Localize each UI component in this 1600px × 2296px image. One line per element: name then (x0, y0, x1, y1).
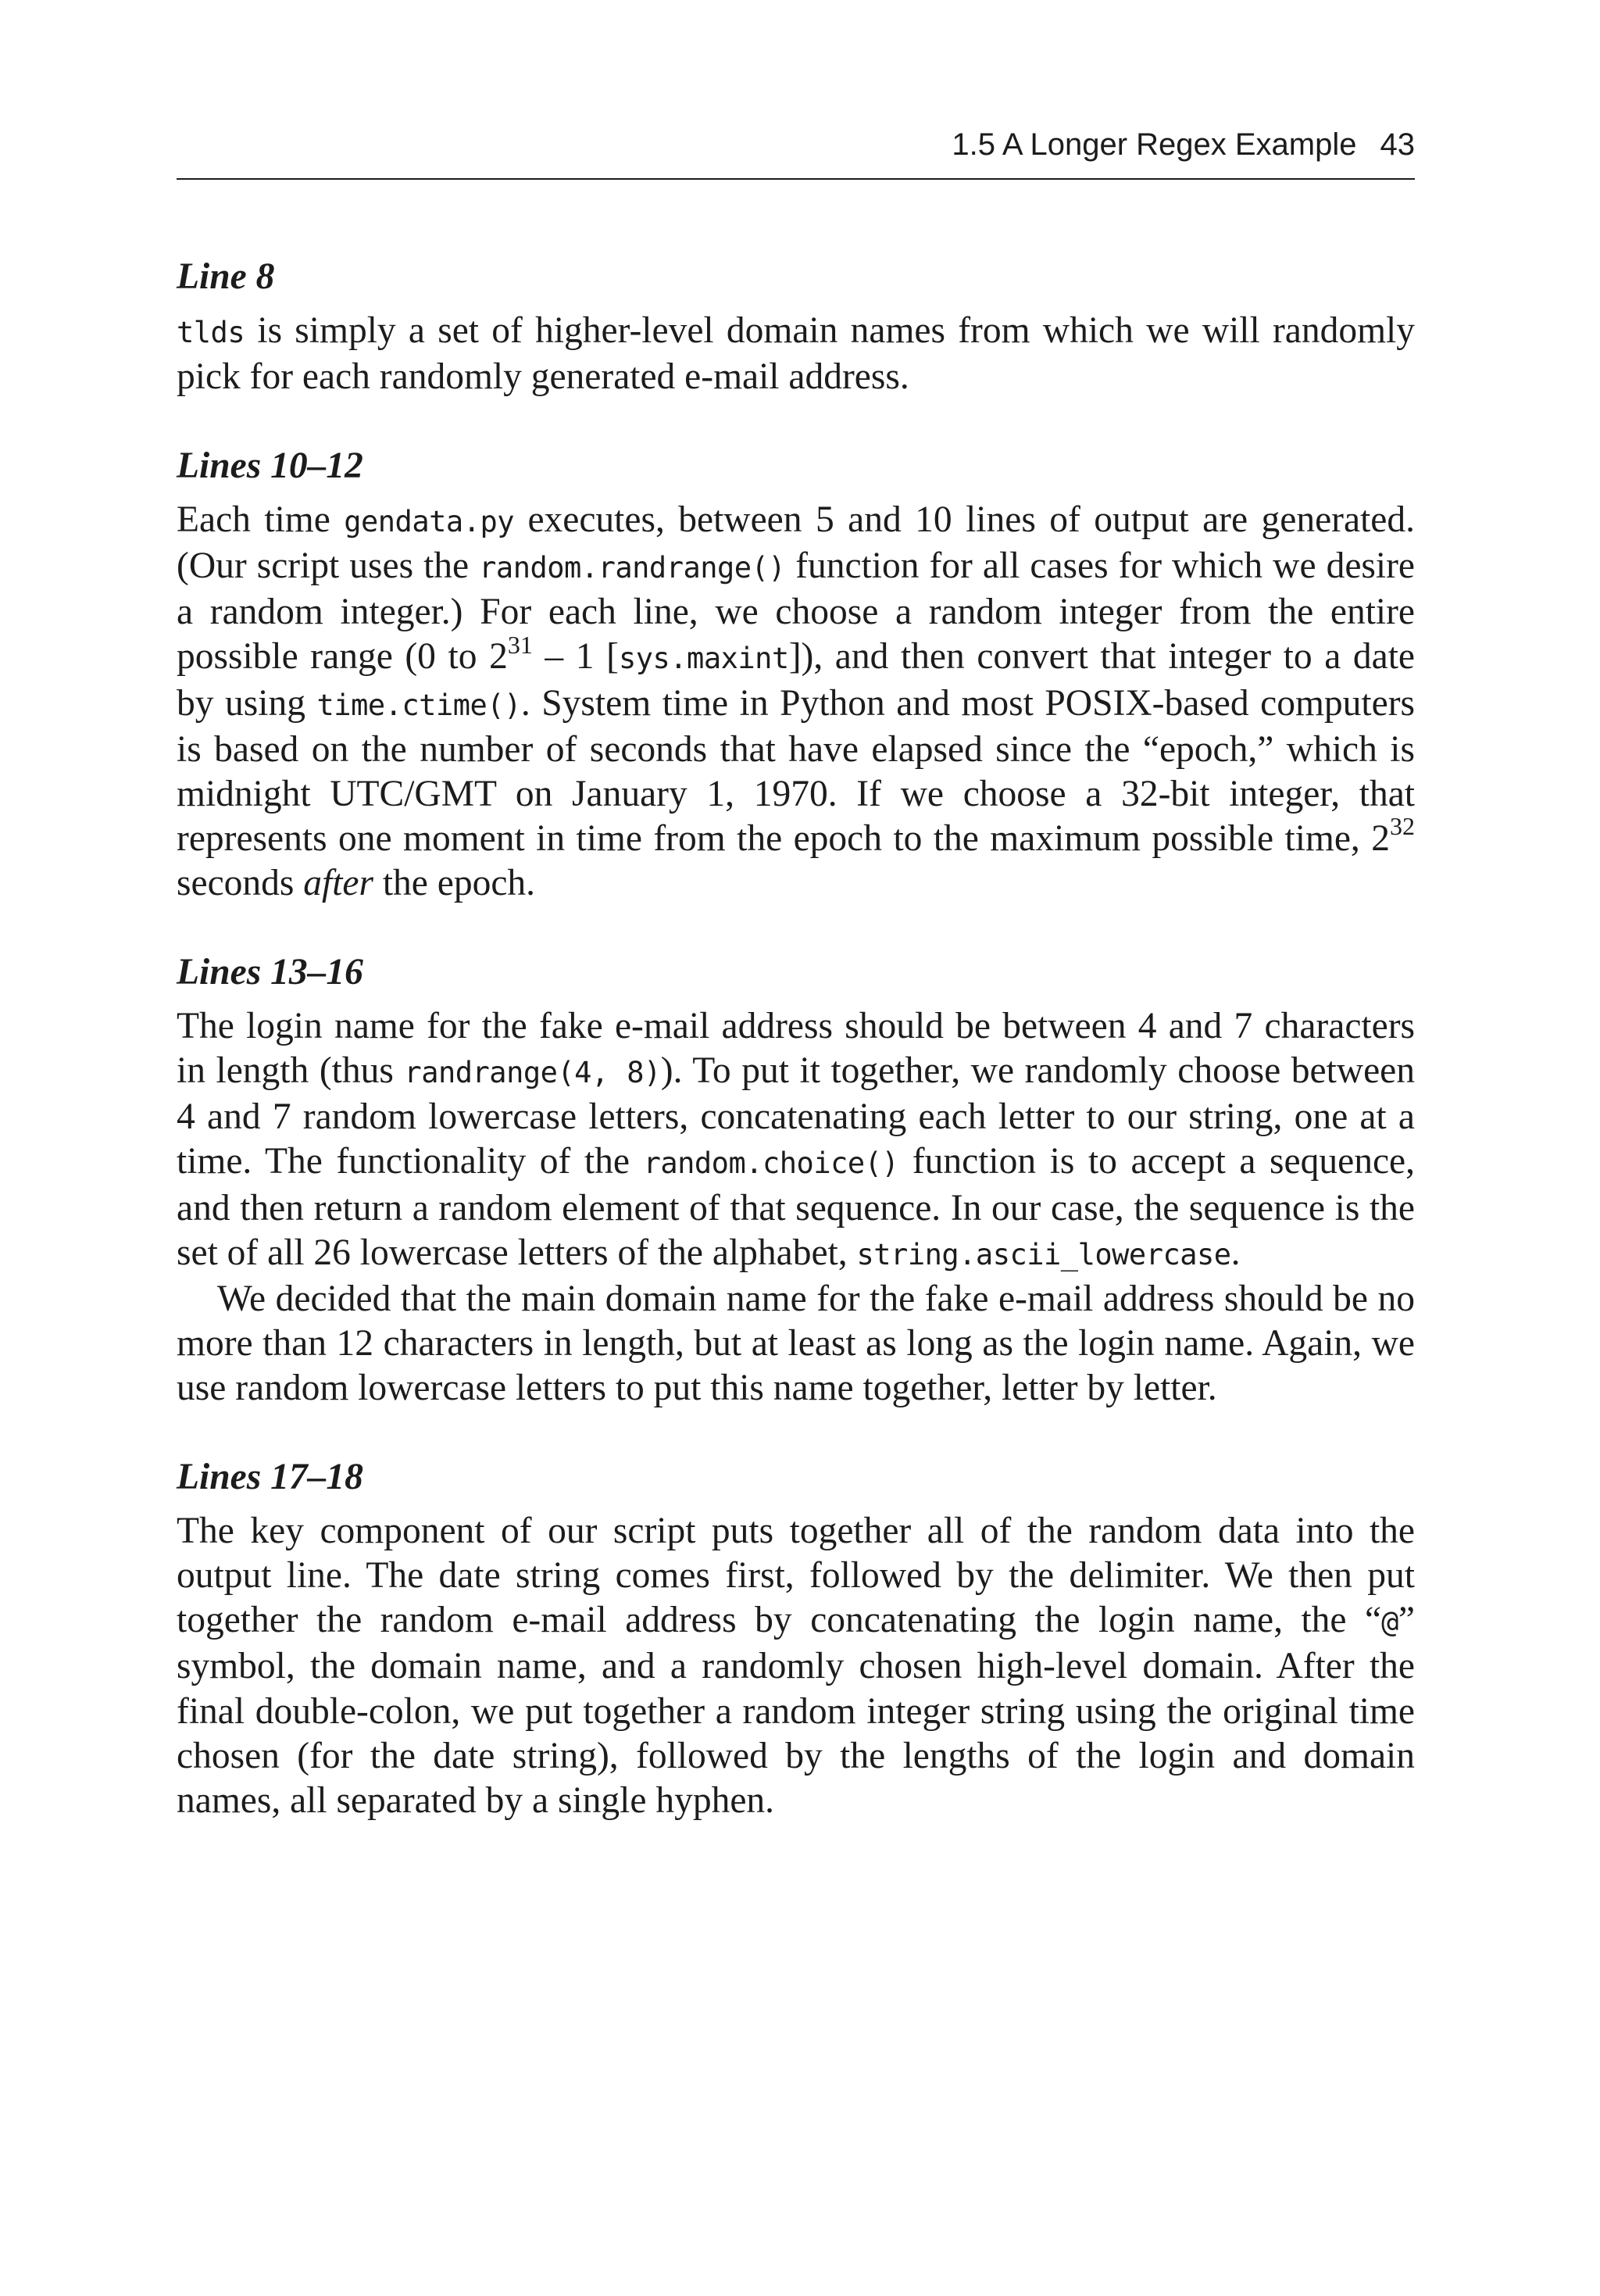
inline-code: time.ctime() (316, 688, 521, 722)
section-heading: Lines 10–12 (177, 445, 363, 486)
inline-code: gendata.py (344, 504, 514, 538)
superscript: 31 (507, 630, 533, 659)
body-text (177, 255, 1415, 1823)
inline-code: random.randrange() (479, 551, 786, 585)
section-title: 1.5 A Longer Regex Example (952, 127, 1357, 162)
inline-code: randrange(4, 8) (404, 1056, 661, 1090)
running-header (177, 117, 1415, 180)
superscript: 32 (1390, 812, 1415, 841)
section-heading: Lines 13–16 (177, 951, 363, 992)
section-line-8 (177, 255, 1415, 400)
inline-code: random.choice() (643, 1146, 899, 1181)
inline-code: @ (1381, 1605, 1398, 1640)
paragraph: The login name for the fake e-mail address should be between 4 and 7 characters in length (thus randrange(4, 8)). To put it together, we randomly choose between 4 and 7 random lowercase letters, concatenating each letter to our string, one at a time. The functionality of the random.choice() function is to accept a sequence, and then return a random element of that sequence. In our case, the sequence is the set of all 26 lowercase letters of the alphabet, string.ascii_lowercase. (177, 1005, 1415, 1273)
page-number: 43 (1380, 127, 1415, 162)
section-lines-13-16 (177, 950, 1415, 1411)
inline-code: tlds (177, 316, 245, 350)
inline-code: string.ascii_lowercase (856, 1237, 1231, 1271)
paragraph: We decided that the main domain name for the fake e-mail address should be no more than 12 characters in length, but at least as long as the login name. Again, we use random lowercase letters to put this name together, letter by letter. (177, 1279, 1415, 1409)
section-lines-17-18 (177, 1455, 1415, 1824)
paragraph: tlds is simply a set of higher-level domain names from which we will randomly pick for each randomly generated e-mail address. (177, 310, 1415, 398)
paragraph: The key component of our script puts together all of the random data into the output line. The date string comes first, followed by the delimiter. We then put together the random e-mail address by concatenating the login name, the “@” symbol, the domain name, and a randomly chosen high-level domain. After the final double-colon, we put together a random integer string using the original time chosen (for the date string), followed by the lengths of the login and domain names, all separated by a single hyphen. (177, 1510, 1415, 1822)
book-page (177, 117, 1415, 1823)
section-lines-10-12 (177, 444, 1415, 907)
section-heading: Lines 17–18 (177, 1456, 363, 1497)
emphasis: after (303, 863, 373, 904)
paragraph: Each time gendata.py executes, between 5 and 10 lines of output are generated. (Our script uses the random.randrange() function for all cases for which we desire a random integer.) For each line, we choose a random integer from the entire possible range (0 to $2^{31} - 1$ [sys.maxint]), and then convert that integer to a date by using time.ctime(). System time in Python and most POSIX-based computers is based on the number of seconds that have elapsed since the “epoch,” which is midnight UTC/GMT on January 1, 1970. If we choose a 32-bit integer, that represents one moment in time from the epoch to the maximum possible time, $2^{32}$ seconds after the epoch. (177, 499, 1415, 904)
section-heading: Line 8 (177, 256, 275, 297)
inline-code: sys.maxint (618, 642, 789, 676)
